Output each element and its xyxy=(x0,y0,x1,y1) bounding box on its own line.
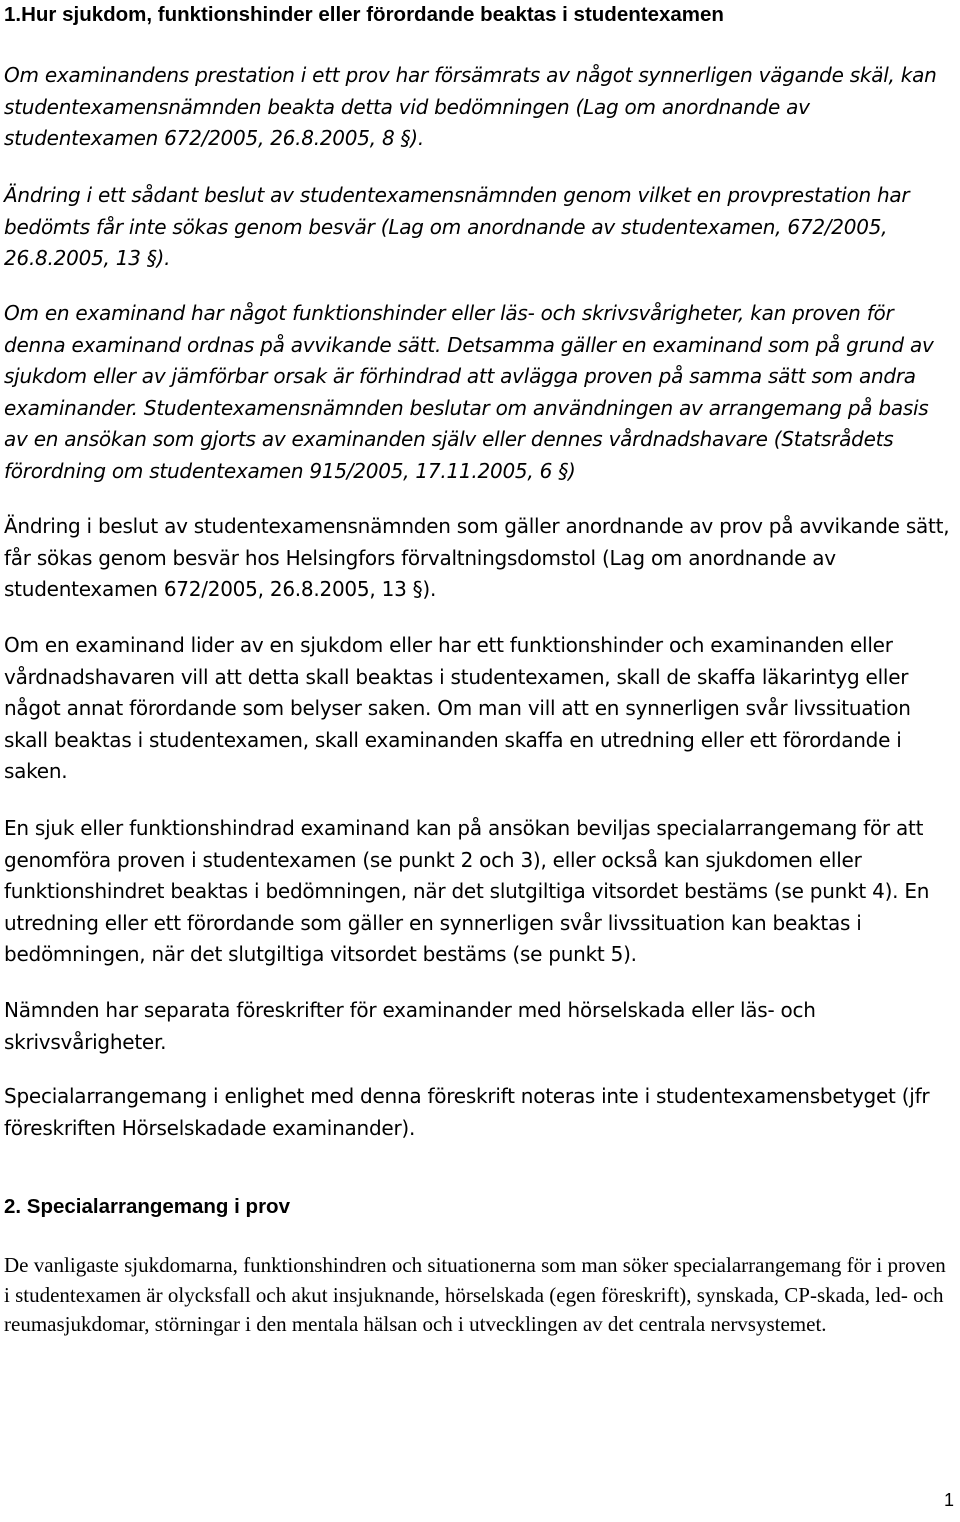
section-1-heading: 1.Hur sjukdom, funktionshinder eller förordande beaktas i studentexamen xyxy=(4,3,724,26)
paragraph-1: Om examinandens prestation i ett prov har försämrats av något synnerligen vägande skäl, kan studentexamensnämnden beakta detta vid bedömningen (Lag om anordnande av studentexamen 672/2005, 26.8.2005, 8 §). xyxy=(4,63,937,150)
paragraph-4: Ändring i beslut av studentexamensnämnden som gäller anordnande av prov på avvikande sätt, får sökas genom besvär hos Helsingfors förvaltningsdomstol (Lag om anordnande av studentexamen 672/2005, 26.8.2005, 13 §). xyxy=(4,514,950,601)
section-2-heading: 2. Specialarrangemang i prov xyxy=(4,1195,290,1218)
paragraph-3: Om en examinand har något funktionshinder eller läs- och skrivsvårigheter, kan proven för denna examinand ordnas på avvikande sätt. Detsamma gäller en examinand som på grund av sjukdom eller av jämförbar orsak är förhindrad att avlägga proven på samma sätt som andra examinander. Studentexamensnämnden beslutar om användningen av arrangemang på basis av en ansökan som gjorts av examinanden själv eller dennes vårdnadshavare (Statsrådets förordning om studentexamen 915/2005, 17.11.2005, 6 §) xyxy=(4,301,934,483)
paragraph-2: Ändring i ett sådant beslut av studentexamensnämnden genom vilket en provprestation har bedömts får inte sökas genom besvär (Lag om anordnande av studentexamen, 672/2005, 26.8.2005, 13 §). xyxy=(4,183,910,270)
paragraph-5: Om en examinand lider av en sjukdom eller har ett funktionshinder och examinanden eller vårdnadshavaren vill att detta skall beaktas i studentexamen, skall de skaffa läkarintyg eller något annat förordande som belyser saken. Om man vill att en synnerligen svår livssituation skall beaktas i studentexamen, skall examinanden skaffa en utredning eller ett förordande i saken. xyxy=(4,633,911,783)
paragraph-6: En sjuk eller funktionshindrad examinand kan på ansökan beviljas specialarrangemang för att genomföra proven i studentexamen (se punkt 2 och 3), eller också kan sjukdomen eller funktionshindret beaktas i bedömningen, när det slutgiltiga vitsordet bestäms (se punkt 4). En utredning eller ett förordande som gäller en synnerligen svår livssituation kan beaktas i bedömningen, när det slutgiltiga vitsordet bestäms (se punkt 5). xyxy=(4,816,930,966)
paragraph-7: Nämnden har separata föreskrifter för examinander med hörselskada eller läs- och skrivsvårigheter. xyxy=(4,998,816,1054)
page-number: 1 xyxy=(943,1490,954,1510)
paragraph-8: Specialarrangemang i enlighet med denna föreskrift noteras inte i studentexamensbetyget (jfr föreskriften Hörselskadade examinander). xyxy=(4,1084,930,1140)
paragraph-9: De vanligaste sjukdomarna, funktionshindren och situationerna som man söker specialarrangemang för i proven i studentexamen är olycksfall och akut insjuknande, hörselskada (egen föreskrift), synskada, CP-skada, led- och reumasjukdomar, störningar i den mentala hälsan och i utvecklingen av det centrala nervsystemet. xyxy=(4,1253,946,1336)
